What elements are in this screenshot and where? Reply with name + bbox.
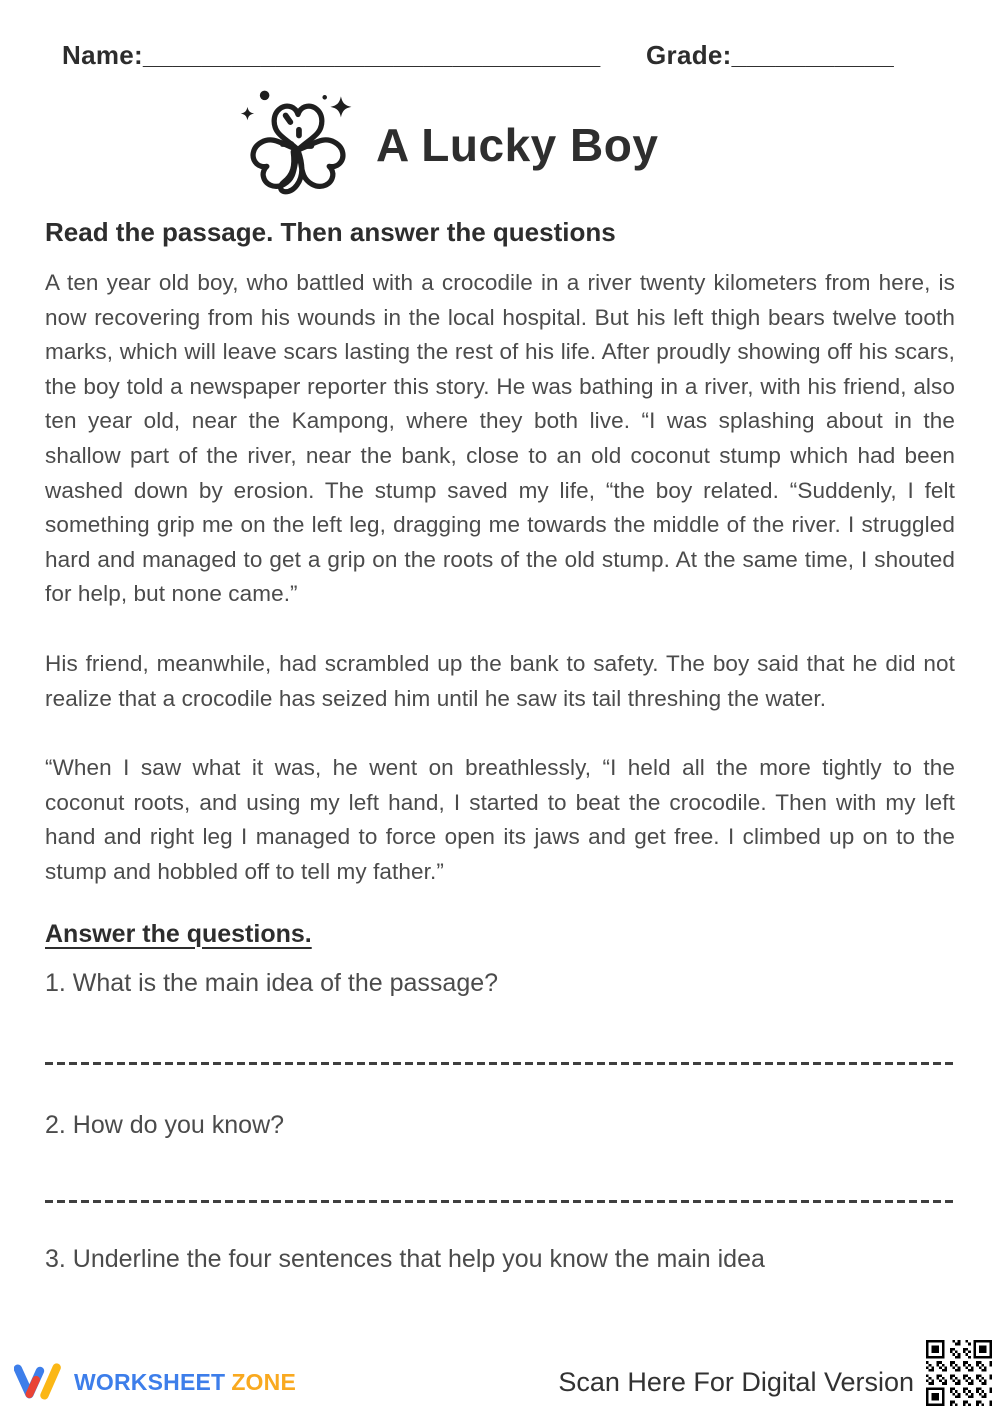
question-2: 2. How do you know? <box>45 1110 285 1139</box>
passage-paragraph-2: His friend, meanwhile, had scrambled up the bank to safety. The boy said that he did not realize that a crocodile has seized him until he saw its tail threshing the water. <box>45 650 955 711</box>
answer-line-2 <box>45 1200 955 1203</box>
passage-paragraph-3: “When I saw what it was, he went on breathlessly, “I held all the more tightly to the coconut roots, and using my left hand, I started to beat the crocodile. Then with my left hand and right leg I managed to force open its jaws and get free. I climbed up on to the stump and hobbled off to tell my father.” <box>45 755 955 884</box>
worksheetzone-logo <box>14 1362 296 1402</box>
brand-text-worksheet: WORKSHEET <box>74 1368 226 1395</box>
name-blank-line: _______________________________ <box>142 40 601 70</box>
grade-field <box>646 40 894 71</box>
question-3: 3. Underline the four sentences that help you know the main idea <box>45 1244 765 1273</box>
questions-heading: Answer the questions. <box>45 919 312 948</box>
answer-line-1 <box>45 1062 955 1065</box>
instruction-heading: Read the passage. Then answer the questions <box>45 217 616 247</box>
brand-text-zone: ZONE <box>231 1368 297 1395</box>
passage-paragraph-1: A ten year old boy, who battled with a crocodile in a river twenty kilometers from here, is now recovering from his wounds in the local hospital. But his left thigh bears twelve tooth marks, which will leave scars lasting the rest of his life. After proudly showing off his scars, the boy told a newspaper reporter this story. He was bathing in a river, with his friend, also ten year old, near the Kampong, where they both live. “I was splashing about in the shallow part of the river, near the bank, close to an old coconut stump which had been washed down by erosion. The stump saved my life, “the boy related. “Suddenly, I felt something grip me on the left leg, dragging me towards the middle of the river. I struggled hard and managed to get a grip on the roots of the old stump. At the same time, I shouted for help, but none came.” <box>45 270 955 607</box>
header-row <box>0 0 1000 71</box>
grade-blank-line: ___________ <box>731 40 894 70</box>
grade-label: Grade: <box>646 40 732 70</box>
qr-code <box>926 1340 992 1406</box>
question-1: 1. What is the main idea of the passage? <box>45 968 499 997</box>
footer <box>0 1324 1000 1414</box>
scan-here-text: Scan Here For Digital Version <box>558 1367 914 1397</box>
page-title: A Lucky Boy <box>376 119 659 171</box>
title-block <box>236 83 1000 207</box>
name-label: Name: <box>62 40 143 70</box>
worksheetzone-w-icon <box>14 1362 66 1402</box>
name-field <box>62 40 601 71</box>
clover-icon <box>236 83 360 207</box>
passage <box>45 266 955 890</box>
